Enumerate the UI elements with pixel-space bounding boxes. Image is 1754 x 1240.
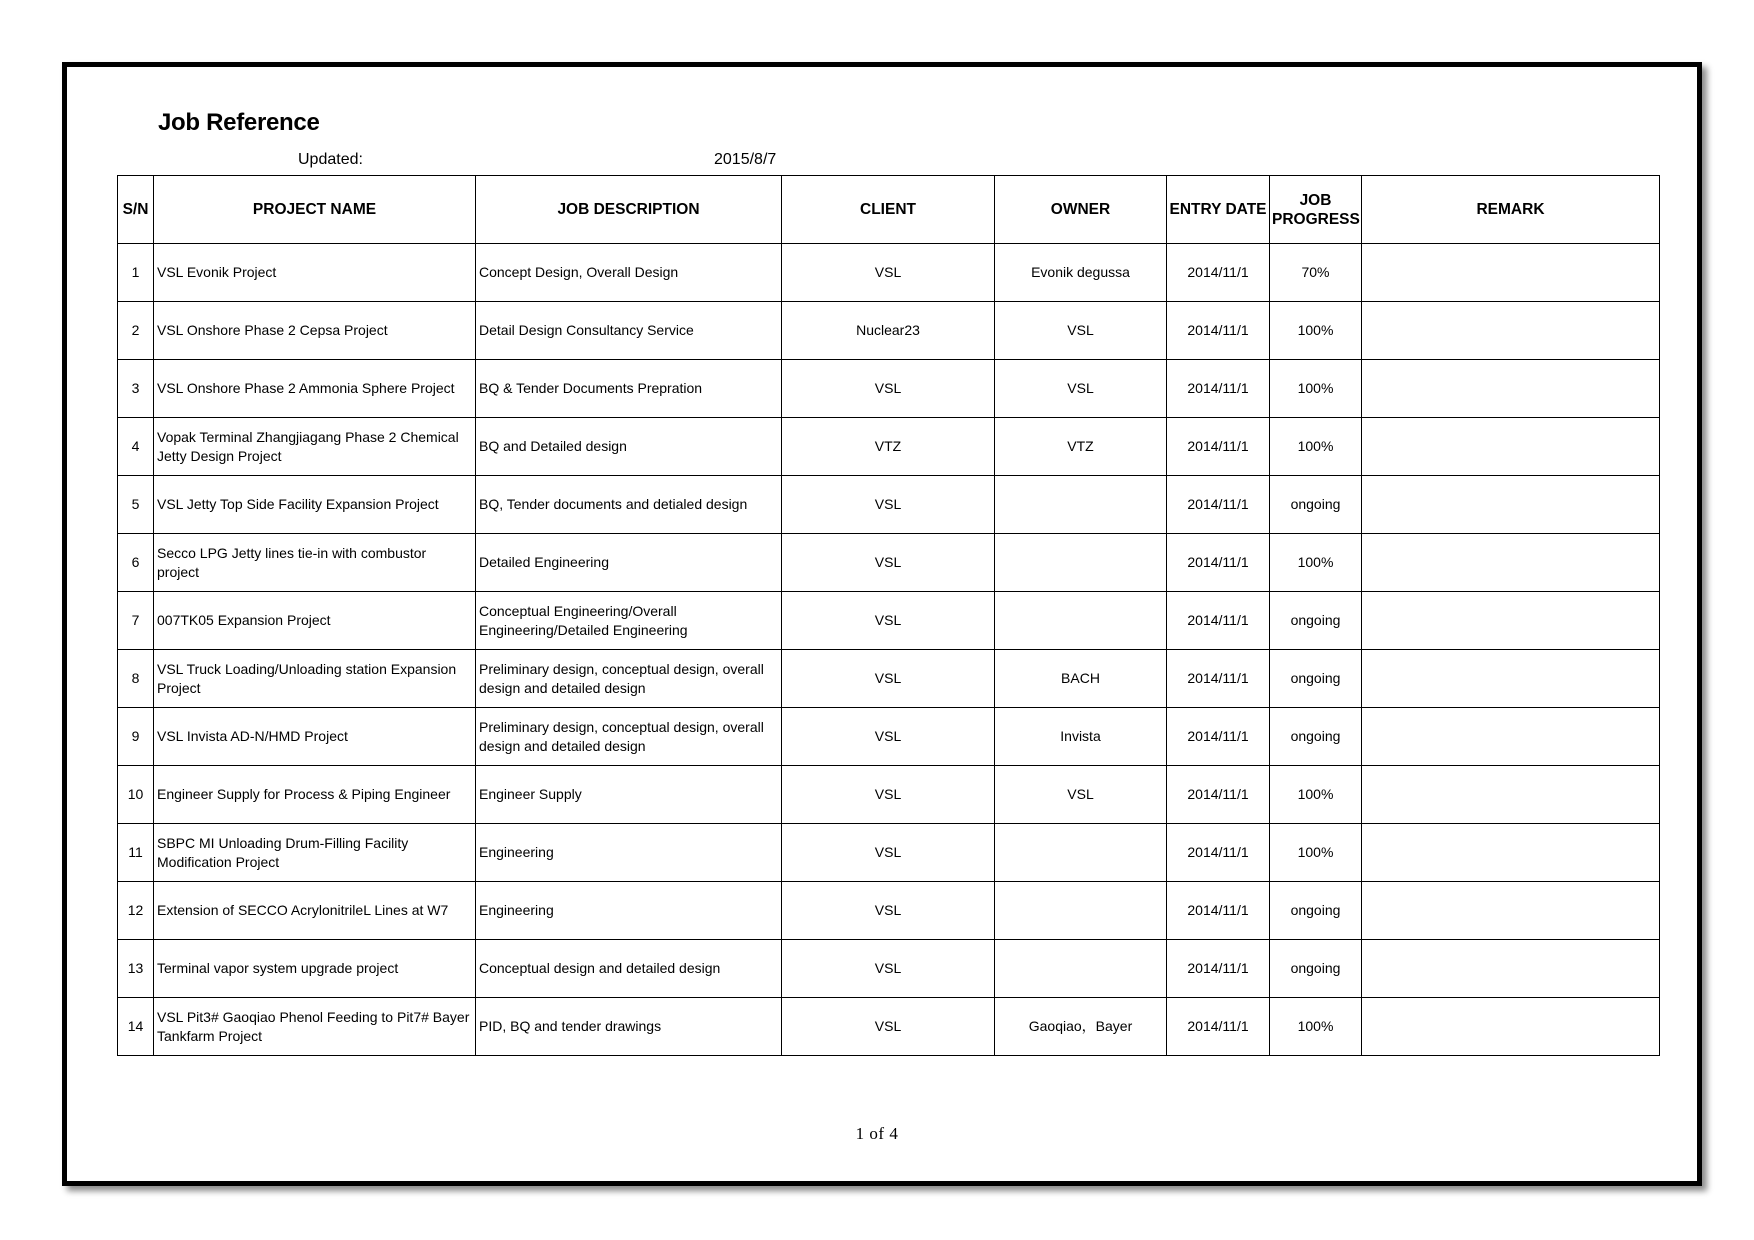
document-title: Job Reference <box>158 109 320 136</box>
cell-remark <box>1362 650 1660 708</box>
cell-remark <box>1362 360 1660 418</box>
cell-project-name: Extension of SECCO AcrylonitrileL Lines at W7 <box>154 882 476 940</box>
cell-owner <box>995 940 1167 998</box>
cell-job-description: BQ and Detailed design <box>476 418 782 476</box>
cell-project-name: VSL Pit3# Gaoqiao Phenol Feeding to Pit7# Bayer Tankfarm Project <box>154 998 476 1056</box>
cell-remark <box>1362 302 1660 360</box>
cell-client: VSL <box>782 708 995 766</box>
cell-client: VSL <box>782 592 995 650</box>
table-row <box>118 418 1660 476</box>
cell-owner <box>995 534 1167 592</box>
cell-sn: 9 <box>118 708 154 766</box>
table-row <box>118 476 1660 534</box>
cell-project-name: VSL Evonik Project <box>154 244 476 302</box>
cell-remark <box>1362 244 1660 302</box>
cell-owner: VTZ <box>995 418 1167 476</box>
cell-job-progress: 100% <box>1270 418 1362 476</box>
cell-job-progress: ongoing <box>1270 940 1362 998</box>
cell-sn: 7 <box>118 592 154 650</box>
cell-job-progress: ongoing <box>1270 592 1362 650</box>
cell-project-name: VSL Invista AD-N/HMD Project <box>154 708 476 766</box>
cell-job-progress: ongoing <box>1270 650 1362 708</box>
header-remark: REMARK <box>1362 176 1660 244</box>
cell-project-name: Vopak Terminal Zhangjiagang Phase 2 Chemical Jetty Design Project <box>154 418 476 476</box>
cell-sn: 2 <box>118 302 154 360</box>
cell-project-name: VSL Truck Loading/Unloading station Expansion Project <box>154 650 476 708</box>
table-row <box>118 302 1660 360</box>
header-job-progress: JOB PROGRESS <box>1270 176 1362 244</box>
cell-job-progress: 100% <box>1270 534 1362 592</box>
cell-remark <box>1362 940 1660 998</box>
cell-entry-date: 2014/11/1 <box>1167 476 1270 534</box>
cell-remark <box>1362 998 1660 1056</box>
cell-sn: 6 <box>118 534 154 592</box>
cell-client: VSL <box>782 940 995 998</box>
cell-job-description: Detail Design Consultancy Service <box>476 302 782 360</box>
cell-sn: 4 <box>118 418 154 476</box>
cell-project-name: Secco LPG Jetty lines tie-in with combustor project <box>154 534 476 592</box>
header-client: CLIENT <box>782 176 995 244</box>
cell-sn: 1 <box>118 244 154 302</box>
cell-entry-date: 2014/11/1 <box>1167 766 1270 824</box>
cell-job-progress: 100% <box>1270 998 1362 1056</box>
cell-owner: VSL <box>995 360 1167 418</box>
cell-client: VSL <box>782 534 995 592</box>
cell-owner <box>995 882 1167 940</box>
cell-owner: VSL <box>995 302 1167 360</box>
cell-entry-date: 2014/11/1 <box>1167 592 1270 650</box>
cell-job-description: PID, BQ and tender drawings <box>476 998 782 1056</box>
cell-remark <box>1362 476 1660 534</box>
cell-job-description: Preliminary design, conceptual design, overall design and detailed design <box>476 650 782 708</box>
cell-entry-date: 2014/11/1 <box>1167 244 1270 302</box>
cell-job-progress: 100% <box>1270 766 1362 824</box>
cell-owner: Gaoqiao，Bayer <box>995 998 1167 1056</box>
cell-client: VSL <box>782 998 995 1056</box>
cell-owner <box>995 592 1167 650</box>
cell-entry-date: 2014/11/1 <box>1167 998 1270 1056</box>
cell-entry-date: 2014/11/1 <box>1167 650 1270 708</box>
cell-client: VSL <box>782 360 995 418</box>
cell-project-name: Terminal vapor system upgrade project <box>154 940 476 998</box>
table-row <box>118 244 1660 302</box>
cell-job-description: Preliminary design, conceptual design, overall design and detailed design <box>476 708 782 766</box>
table-row <box>118 360 1660 418</box>
cell-owner: BACH <box>995 650 1167 708</box>
table-row <box>118 882 1660 940</box>
cell-entry-date: 2014/11/1 <box>1167 302 1270 360</box>
cell-owner <box>995 824 1167 882</box>
page-indicator: 1 of 4 <box>855 1124 899 1143</box>
cell-client: VTZ <box>782 418 995 476</box>
table-body <box>118 244 1660 1056</box>
cell-job-description: BQ, Tender documents and detialed design <box>476 476 782 534</box>
cell-project-name: VSL Onshore Phase 2 Ammonia Sphere Project <box>154 360 476 418</box>
table-row <box>118 592 1660 650</box>
cell-client: VSL <box>782 766 995 824</box>
cell-client: Nuclear23 <box>782 302 995 360</box>
cell-entry-date: 2014/11/1 <box>1167 534 1270 592</box>
cell-project-name: 007TK05 Expansion Project <box>154 592 476 650</box>
cell-project-name: VSL Jetty Top Side Facility Expansion Project <box>154 476 476 534</box>
cell-sn: 8 <box>118 650 154 708</box>
cell-job-description: Engineer Supply <box>476 766 782 824</box>
job-reference-table <box>117 175 1660 1056</box>
cell-sn: 14 <box>118 998 154 1056</box>
cell-sn: 11 <box>118 824 154 882</box>
cell-owner: VSL <box>995 766 1167 824</box>
cell-sn: 12 <box>118 882 154 940</box>
cell-job-description: Engineering <box>476 824 782 882</box>
cell-client: VSL <box>782 824 995 882</box>
table-row <box>118 766 1660 824</box>
cell-project-name: Engineer Supply for Process & Piping Engineer <box>154 766 476 824</box>
cell-job-description: Detailed Engineering <box>476 534 782 592</box>
updated-label: Updated: <box>298 151 363 168</box>
table-row <box>118 650 1660 708</box>
cell-sn: 13 <box>118 940 154 998</box>
cell-job-description: Conceptual design and detailed design <box>476 940 782 998</box>
cell-owner <box>995 476 1167 534</box>
cell-job-description: Conceptual Engineering/Overall Engineering/Detailed Engineering <box>476 592 782 650</box>
cell-owner: Evonik degussa <box>995 244 1167 302</box>
table-row <box>118 708 1660 766</box>
cell-entry-date: 2014/11/1 <box>1167 940 1270 998</box>
cell-sn: 3 <box>118 360 154 418</box>
cell-job-progress: 70% <box>1270 244 1362 302</box>
header-sn: S/N <box>118 176 154 244</box>
header-entry-date: ENTRY DATE <box>1167 176 1270 244</box>
cell-job-description: Engineering <box>476 882 782 940</box>
cell-client: VSL <box>782 244 995 302</box>
cell-entry-date: 2014/11/1 <box>1167 418 1270 476</box>
cell-entry-date: 2014/11/1 <box>1167 360 1270 418</box>
cell-remark <box>1362 592 1660 650</box>
updated-date: 2015/8/7 <box>714 151 777 168</box>
cell-entry-date: 2014/11/1 <box>1167 882 1270 940</box>
cell-sn: 10 <box>118 766 154 824</box>
header-row <box>118 176 1660 244</box>
cell-entry-date: 2014/11/1 <box>1167 708 1270 766</box>
cell-remark <box>1362 418 1660 476</box>
cell-job-progress: ongoing <box>1270 708 1362 766</box>
cell-remark <box>1362 534 1660 592</box>
cell-job-progress: 100% <box>1270 824 1362 882</box>
table-row <box>118 534 1660 592</box>
table-row <box>118 824 1660 882</box>
cell-project-name: VSL Onshore Phase 2 Cepsa Project <box>154 302 476 360</box>
cell-project-name: SBPC MI Unloading Drum-Filling Facility Modification Project <box>154 824 476 882</box>
cell-remark <box>1362 708 1660 766</box>
cell-entry-date: 2014/11/1 <box>1167 824 1270 882</box>
cell-sn: 5 <box>118 476 154 534</box>
table-row <box>118 998 1660 1056</box>
cell-remark <box>1362 824 1660 882</box>
cell-client: VSL <box>782 476 995 534</box>
cell-client: VSL <box>782 882 995 940</box>
cell-job-description: Concept Design, Overall Design <box>476 244 782 302</box>
header-owner: OWNER <box>995 176 1167 244</box>
header-job-description: JOB DESCRIPTION <box>476 176 782 244</box>
cell-remark <box>1362 766 1660 824</box>
cell-job-progress: 100% <box>1270 302 1362 360</box>
cell-job-progress: ongoing <box>1270 476 1362 534</box>
cell-client: VSL <box>782 650 995 708</box>
cell-remark <box>1362 882 1660 940</box>
cell-job-progress: ongoing <box>1270 882 1362 940</box>
cell-owner: Invista <box>995 708 1167 766</box>
table-row <box>118 940 1660 998</box>
header-project-name: PROJECT NAME <box>154 176 476 244</box>
cell-job-description: BQ & Tender Documents Prepration <box>476 360 782 418</box>
cell-job-progress: 100% <box>1270 360 1362 418</box>
